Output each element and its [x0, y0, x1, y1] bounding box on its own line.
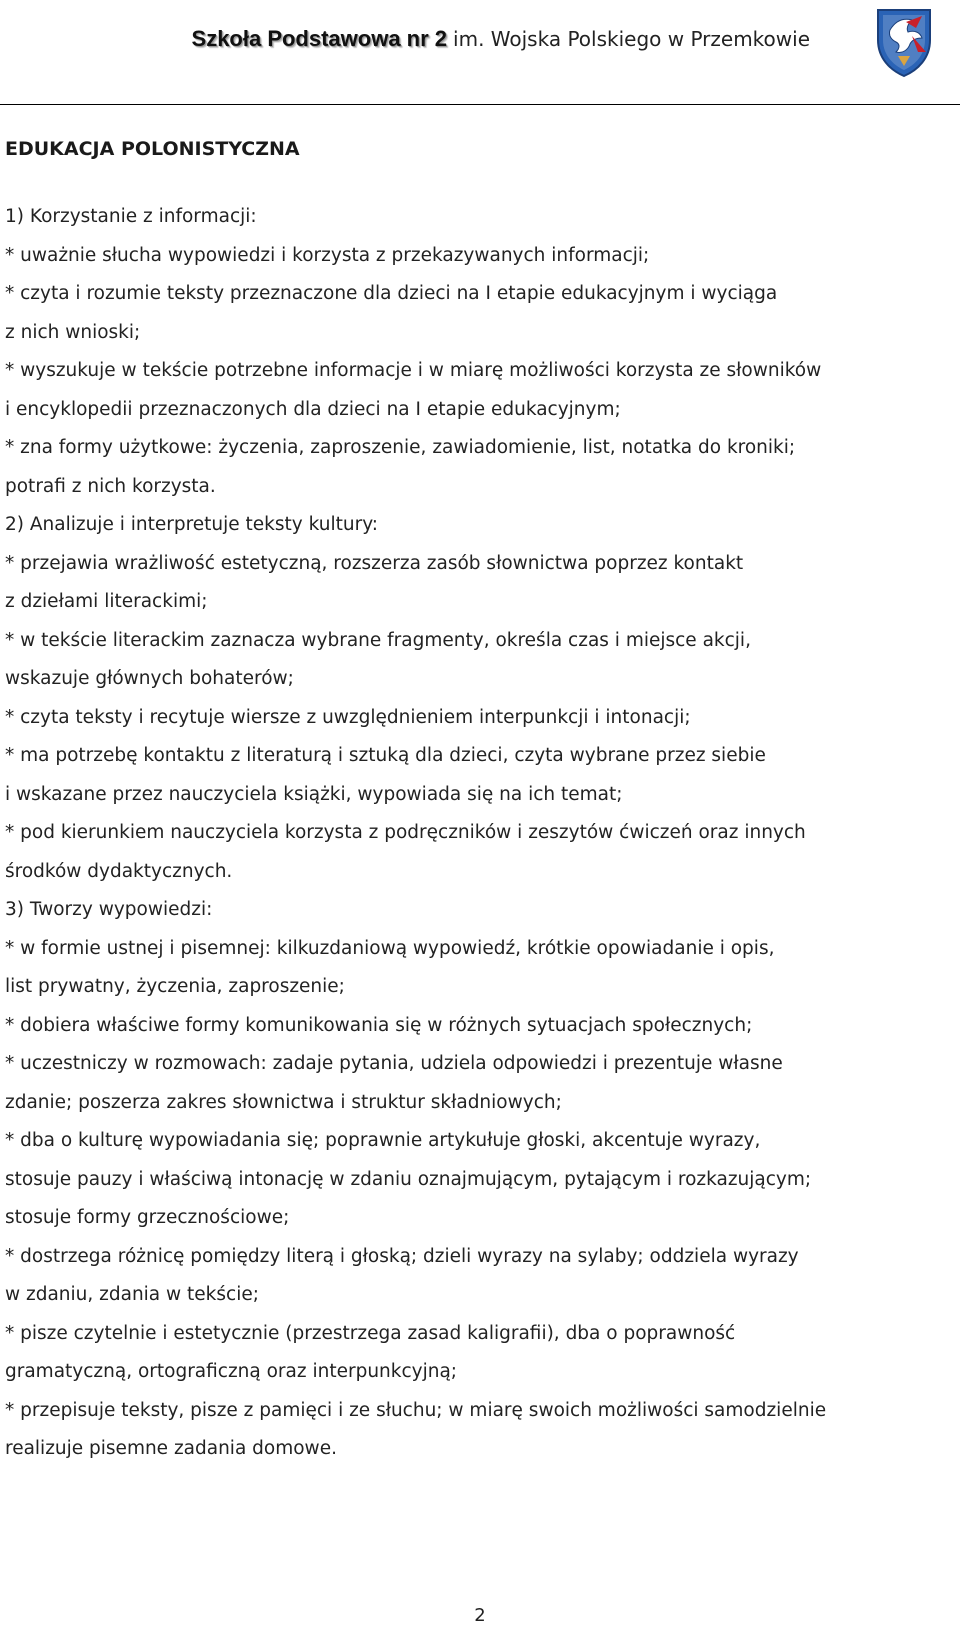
header-divider: [0, 104, 960, 105]
text-line: * przepisuje teksty, pisze z pamięci i ze słuchu; w miarę swoich możliwości samodzielnie: [5, 1399, 827, 1421]
text-line: i wskazane przez nauczyciela książki, wypowiada się na ich temat;: [5, 783, 623, 805]
text-line: środków dydaktycznych.: [5, 860, 233, 882]
text-line: * uczestniczy w rozmowach: zadaje pytania, udziela odpowiedzi i prezentuje własne: [5, 1053, 783, 1074]
text-line: * zna formy użytkowe: życzenia, zaproszenie, zawiadomienie, list, notatka do kroniki;: [5, 437, 796, 458]
document-body: [5, 130, 950, 1469]
text-line: 3) Tworzy wypowiedzi:: [5, 899, 213, 920]
text-line: * uważnie słucha wypowiedzi i korzysta z przekazywanych informacji;: [5, 244, 650, 266]
header-title: [192, 24, 810, 54]
text-line: * czyta i rozumie teksty przeznaczone dla dzieci na I etapie edukacyjnym i wyciąga: [5, 283, 778, 304]
document-title: EDUKACJA POLONISTYCZNA: [5, 138, 300, 160]
school-patron: im. Wojska Polskiego w Przemkowie: [453, 27, 810, 51]
text-line: potrafi z nich korzysta.: [5, 475, 216, 497]
text-line: 1) Korzystanie z informacji:: [5, 206, 257, 227]
text-line: * czyta teksty i recytuje wiersze z uwzględnieniem interpunkcji i intonacji;: [5, 706, 691, 728]
text-line: zdanie; poszerza zakres słownictwa i struktur składniowych;: [5, 1091, 562, 1113]
text-line: z dziełami literackimi;: [5, 591, 208, 612]
page-header: [0, 0, 960, 106]
school-crest-eagle-icon: [872, 6, 936, 78]
text-line: list prywatny, życzenia, zaproszenie;: [5, 976, 345, 997]
text-line: gramatyczną, ortograficzną oraz interpunkcyjną;: [5, 1361, 458, 1382]
text-line: * w formie ustnej i pisemnej: kilkuzdaniową wypowiedź, krótkie opowiadanie i opis,: [5, 937, 775, 959]
text-line: stosuje pauzy i właściwą intonację w zdaniu oznajmującym, pytającym i rozkazującym;: [5, 1168, 812, 1190]
text-line: * pod kierunkiem nauczyciela korzysta z podręczników i zeszytów ćwiczeń oraz innych: [5, 822, 806, 843]
text-line: * dba o kulturę wypowiadania się; poprawnie artykułuje głoski, akcentuje wyrazy,: [5, 1130, 761, 1151]
text-line: * dostrzega różnicę pomiędzy literą i głoską; dzieli wyrazy na sylaby; oddziela wyrazy: [5, 1245, 799, 1267]
text-line: * wyszukuje w tekście potrzebne informacje i w miarę możliwości korzysta ze słowników: [5, 360, 822, 381]
text-line: i encyklopedii przeznaczonych dla dzieci na I etapie edukacyjnym;: [5, 398, 621, 420]
text-line: wskazuje głównych bohaterów;: [5, 668, 294, 689]
page-number: 2: [474, 1605, 486, 1626]
text-line: 2) Analizuje i interpretuje teksty kultury:: [5, 514, 379, 535]
text-line: z nich wnioski;: [5, 321, 141, 343]
school-name: Szkoła Podstawowa nr 2: [191, 26, 448, 51]
document-content: [5, 198, 950, 1469]
text-line: * w tekście literackim zaznacza wybrane fragmenty, określa czas i miejsce akcji,: [5, 629, 751, 651]
text-line: * dobiera właściwe formy komunikowania się w różnych sytuacjach społecznych;: [5, 1014, 753, 1036]
text-line: * ma potrzebę kontaktu z literaturą i sztuką dla dzieci, czyta wybrane przez siebie: [5, 745, 766, 766]
text-line: realizuje pisemne zadania domowe.: [5, 1438, 337, 1459]
text-line: w zdaniu, zdania w tekście;: [5, 1284, 259, 1305]
text-line: stosuje formy grzecznościowe;: [5, 1207, 290, 1228]
text-line: * pisze czytelnie i estetycznie (przestrzega zasad kaligrafii), dba o poprawność: [5, 1322, 736, 1344]
text-line: * przejawia wrażliwość estetyczną, rozszerza zasób słownictwa poprzez kontakt: [5, 552, 744, 574]
